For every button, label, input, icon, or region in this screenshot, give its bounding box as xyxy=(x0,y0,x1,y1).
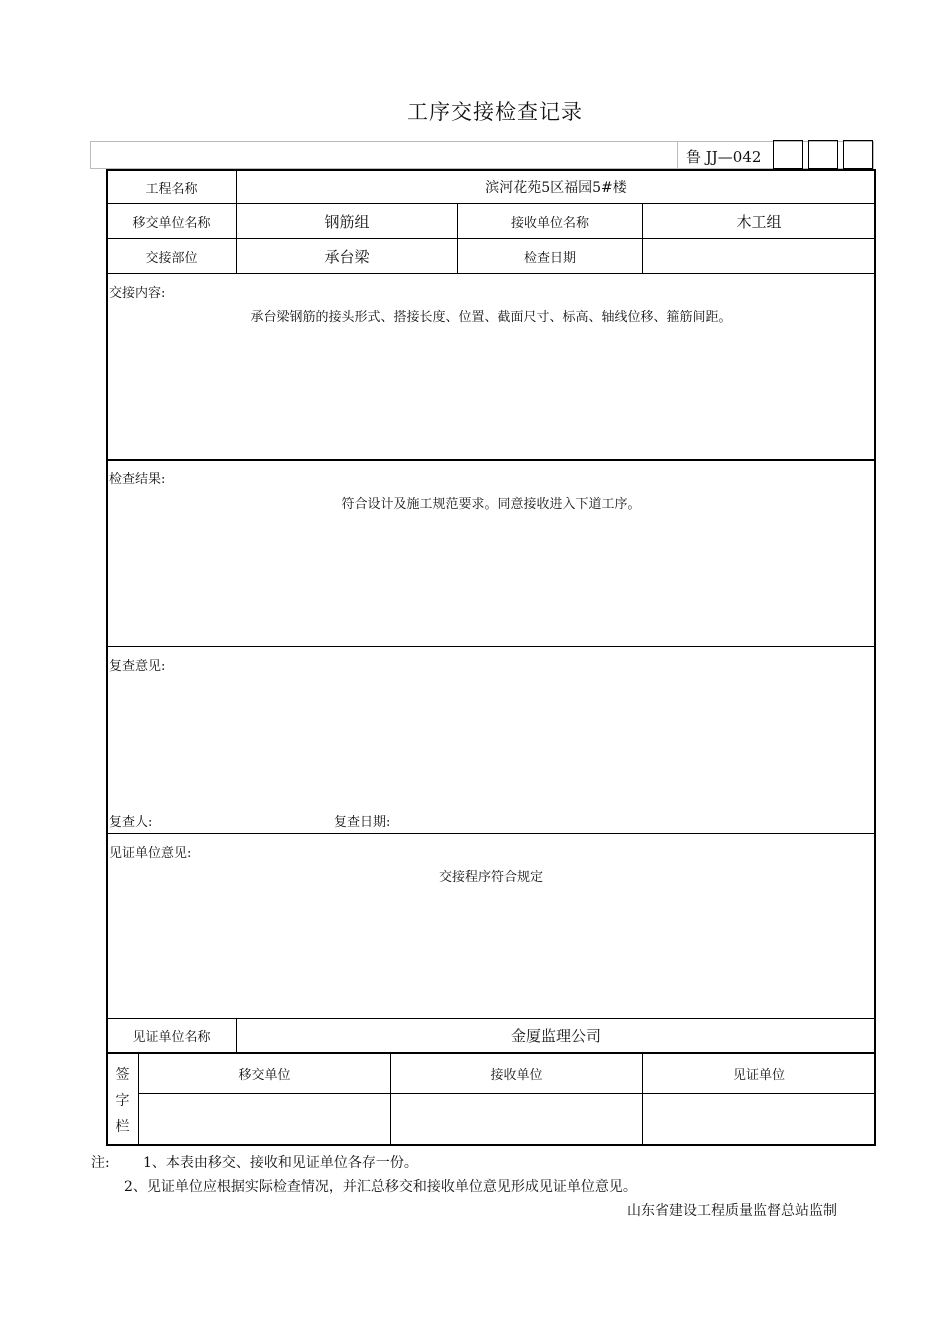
signature-witness-cell[interactable] xyxy=(643,1094,875,1145)
row-line xyxy=(106,459,876,461)
recheck-date-label: 复查日期: xyxy=(334,815,391,830)
row-line xyxy=(106,833,876,834)
witness-unit-name-label: 见证单位名称 xyxy=(132,1030,211,1045)
recheck-opinion-label: 复查意见: xyxy=(109,659,166,674)
form-code: 鲁 JJ—042 xyxy=(686,148,762,166)
signature-witness-unit-header: 见证单位 xyxy=(732,1068,785,1083)
witness-unit-name-value[interactable]: 金厦监理公司 xyxy=(510,1027,601,1045)
transfer-unit-label: 移交单位名称 xyxy=(132,215,211,231)
handover-part-label: 交接部位 xyxy=(145,250,198,266)
signature-column-label xyxy=(107,1062,138,1140)
note-line-1: 1、本表由移交、接收和见证单位各存一份。 xyxy=(143,1155,418,1171)
handover-content-text[interactable]: 承台梁钢筋的接头形式、搭接长度、位置、截面尺寸、标高、轴线位移、箍筋间距。 xyxy=(250,310,732,325)
check-result-text[interactable]: 符合设计及施工规范要求。同意接收进入下道工序。 xyxy=(341,497,641,512)
code-separator xyxy=(677,141,678,169)
code-box-3[interactable] xyxy=(843,140,873,169)
signature-char-1: 签 xyxy=(115,1067,130,1083)
signature-receive-cell[interactable] xyxy=(391,1094,642,1145)
witness-opinion-text[interactable]: 交接程序符合规定 xyxy=(438,870,543,885)
signature-char-2: 字 xyxy=(115,1093,130,1109)
check-date-value[interactable] xyxy=(643,239,875,273)
note-line-2: 2、见证单位应根据实际检查情况，并汇总移交和接收单位意见形成见证单位意见。 xyxy=(124,1179,637,1195)
receive-unit-value[interactable]: 木工组 xyxy=(736,212,782,231)
page-title: 工序交接检查记录 xyxy=(407,100,583,124)
signature-char-3: 栏 xyxy=(115,1119,130,1135)
row-line xyxy=(106,273,876,274)
rechecker-label: 复查人: xyxy=(109,815,153,830)
receive-unit-label: 接收单位名称 xyxy=(510,215,589,231)
signature-receive-unit-header: 接收单位 xyxy=(490,1068,543,1083)
handover-content-label: 交接内容: xyxy=(109,286,166,301)
handover-part-value[interactable]: 承台梁 xyxy=(324,247,370,266)
check-date-label: 检查日期 xyxy=(523,250,576,266)
row-line xyxy=(106,646,876,647)
code-box-1[interactable] xyxy=(773,140,803,169)
footer-issuer: 山东省建设工程质量监督总站监制 xyxy=(627,1203,837,1219)
signature-transfer-unit-header: 移交单位 xyxy=(238,1068,291,1083)
note-prefix: 注: xyxy=(91,1155,110,1171)
witness-opinion-label: 见证单位意见: xyxy=(109,846,192,861)
code-box-2[interactable] xyxy=(808,140,838,169)
project-name-label: 工程名称 xyxy=(145,181,198,197)
project-name-value[interactable]: 滨河花苑5区福园5#楼 xyxy=(485,180,627,196)
signature-transfer-cell[interactable] xyxy=(139,1094,390,1145)
transfer-unit-value[interactable]: 钢筋组 xyxy=(324,212,370,231)
check-result-label: 检查结果: xyxy=(109,472,166,487)
